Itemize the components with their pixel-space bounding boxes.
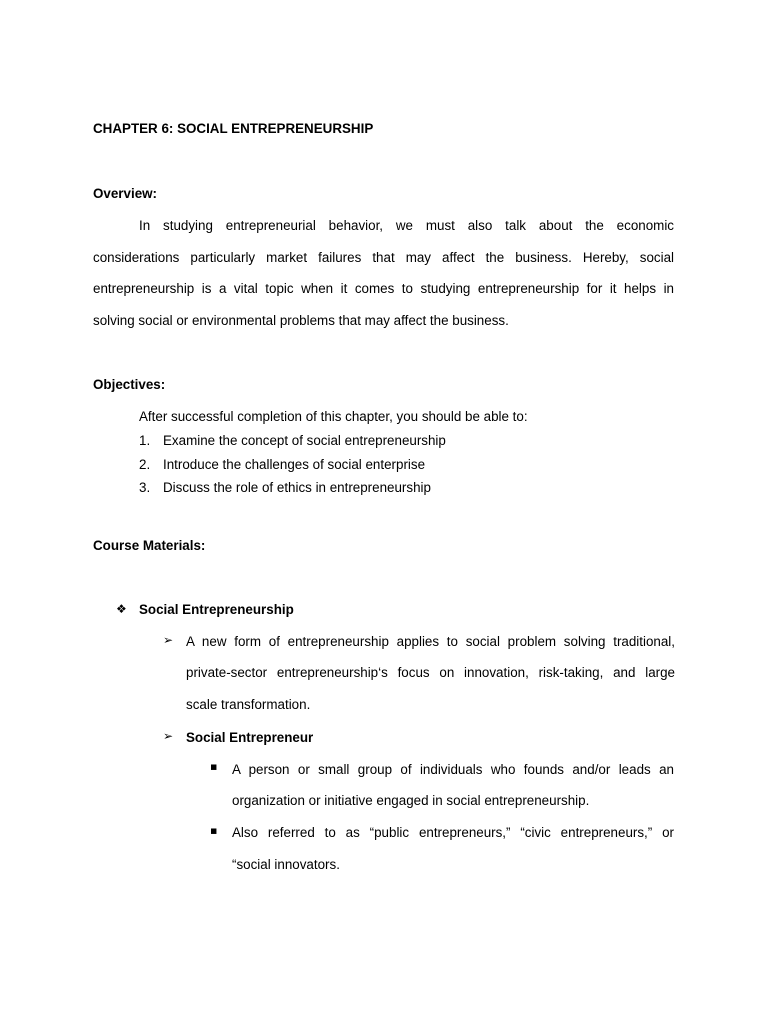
chapter-title: CHAPTER 6: SOCIAL ENTREPRENEURSHIP [93, 121, 374, 136]
square-bullet-icon: ▪ [210, 760, 218, 773]
overview-line-2: considerations particularly market failures that may affect the business. Hereby, social [93, 250, 674, 265]
overview-heading: Overview: [93, 186, 158, 201]
bullet1-line-2: organization or initiative engaged in social entrepreneurship. [232, 793, 590, 808]
overview-line-3: entrepreneurship is a vital topic when it comes to studying entrepreneurship for it helps in [93, 281, 674, 296]
bullet2-line-2: “social innovators. [232, 857, 340, 872]
objectives-intro: After successful completion of this chapter, you should be able to: [139, 409, 528, 424]
course-materials-heading: Course Materials: [93, 538, 206, 553]
point1-line-1: A new form of entrepreneurship applies to social problem solving traditional, [186, 634, 675, 649]
objective-number-3: 3. [139, 480, 151, 495]
overview-line-4: solving social or environmental problems that may affect the business. [93, 313, 509, 328]
bullet1-line-1: A person or small group of individuals who founds and/or leads an [232, 762, 674, 777]
objective-number-1: 1. [139, 433, 151, 448]
point2-title: Social Entrepreneur [186, 730, 314, 745]
section-title: Social Entrepreneurship [139, 602, 294, 617]
arrow-bullet-icon: ➢ [163, 729, 174, 743]
objective-text-2: Introduce the challenges of social enterprise [163, 457, 426, 472]
overview-line-1: In studying entrepreneurial behavior, we must also talk about the economic [139, 218, 674, 233]
arrow-bullet-icon: ➢ [163, 633, 174, 647]
objectives-heading: Objectives: [93, 377, 166, 392]
square-bullet-icon: ▪ [210, 824, 218, 837]
objective-text-3: Discuss the role of ethics in entrepreneurship [163, 480, 431, 495]
diamond-bullet-icon: ❖ [116, 602, 127, 616]
point1-line-2: private-sector entrepreneurship‘s focus on innovation, risk-taking, and large [186, 665, 675, 680]
point1-line-3: scale transformation. [186, 697, 311, 712]
objective-number-2: 2. [139, 457, 151, 472]
bullet2-line-1: Also referred to as “public entrepreneurs,” “civic entrepreneurs,” or [232, 825, 674, 840]
objective-text-1: Examine the concept of social entrepreneurship [163, 433, 446, 448]
